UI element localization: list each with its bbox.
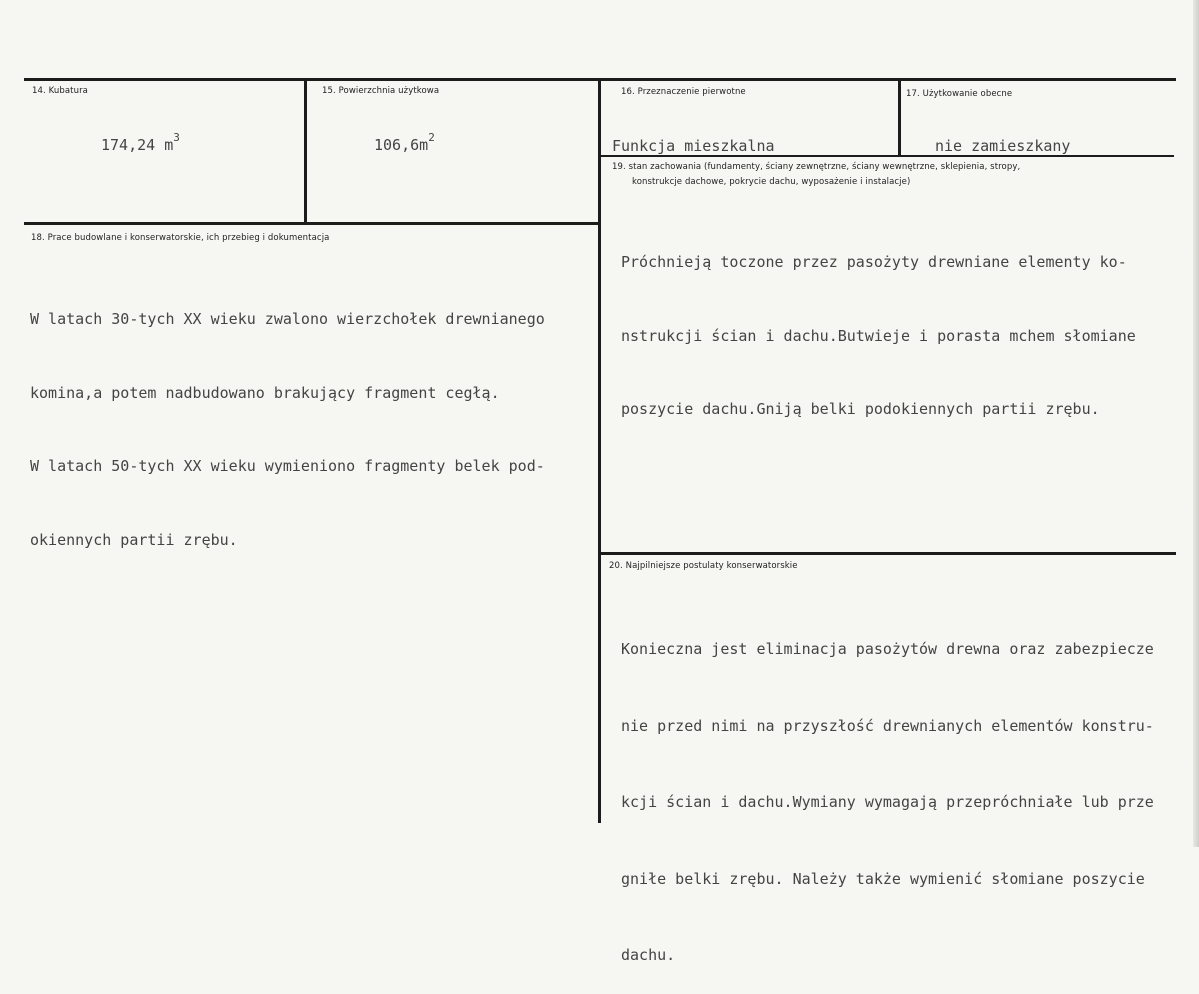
divider-14-15: [304, 80, 307, 223]
rule-16-17-bottom: [600, 155, 1174, 157]
field-17-value: nie zamieszkany: [935, 137, 1071, 155]
field-18-line: W latach 30-tych XX wieku zwalono wierzchołek drewnianego: [30, 310, 545, 328]
field-15-label: 15. Powierzchnia użytkowa: [322, 86, 440, 96]
divider-main: [598, 80, 601, 823]
field-20-label: 20. Najpilniejsze postulaty konserwatorskie: [609, 561, 798, 571]
field-16-value: Funkcja mieszkalna: [612, 137, 775, 155]
divider-16-17: [898, 80, 901, 156]
kubatura-exponent: 3: [173, 131, 180, 144]
field-19-label-line2: konstrukcje dachowe, pokrycie dachu, wyposażenie i instalacje): [632, 177, 911, 187]
field-20-line: dachu.: [621, 946, 676, 964]
field-20-line: kcji ścian i dachu.Wymiany wymagają przepróchniałe lub prze: [621, 793, 1154, 811]
field-19-text: [621, 201, 1136, 446]
field-17-label: 17. Użytkowanie obecne: [906, 89, 1013, 99]
field-20-text: [621, 586, 1191, 994]
field-18-label: 18. Prace budowlane i konserwatorskie, ich przebieg i dokumentacja: [31, 233, 330, 243]
field-19-line: nstrukcji ścian i dachu.Butwieje i porasta mchem słomiane: [621, 326, 1136, 345]
powierzchnia-exponent: 2: [428, 131, 435, 144]
field-18-text: [30, 258, 545, 577]
field-20-line: nie przed nimi na przyszłość drewnianych elementów konstru-: [621, 716, 1154, 735]
field-20-line: Konieczna jest eliminacja pasożytów drewna oraz zabezpiecze: [621, 640, 1154, 658]
kubatura-value: 174,24 m: [101, 136, 174, 154]
field-18-line: okiennych partii zrębu.: [30, 530, 238, 549]
field-18-line: komina,a potem nadbudowano brakujący fragment cegłą.: [30, 383, 500, 402]
field-15-value: [374, 131, 435, 154]
field-19-line: Próchnieją toczone przez pasożyty drewniane elementy ko-: [621, 253, 1127, 271]
rule-left-section: [24, 222, 600, 225]
field-16-label: 16. Przeznaczenie pierwotne: [621, 87, 746, 97]
field-14-label: 14. Kubatura: [32, 86, 88, 96]
field-20-line: gniłe belki zrębu. Należy także wymienić słomiane poszycie: [621, 869, 1145, 888]
powierzchnia-value: 106,6m: [374, 136, 429, 154]
field-18-line: W latach 50-tych XX wieku wymieniono fragmenty belek pod-: [30, 457, 545, 475]
field-19-line: poszycie dachu.Gniją belki podokiennych partii zrębu.: [621, 400, 1100, 418]
page-edge-shadow: [1193, 0, 1199, 847]
rule-20-top: [600, 552, 1176, 555]
field-14-value: [101, 131, 180, 154]
field-19-label-line1: 19. stan zachowania (fundamenty, ściany zewnętrzne, ściany wewnętrzne, sklepienia, stropy,: [612, 162, 1021, 172]
